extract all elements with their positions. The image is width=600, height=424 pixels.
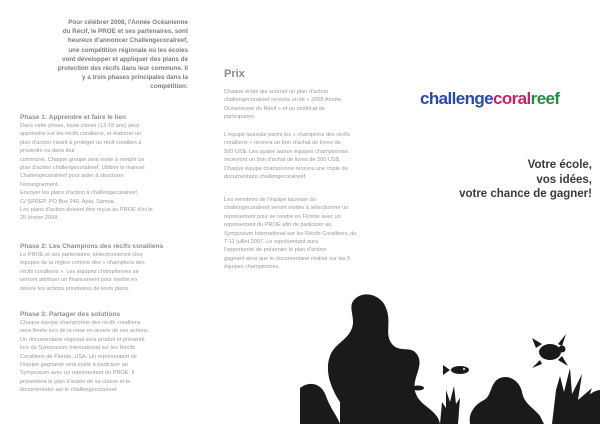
phase-2-section [20, 242, 188, 293]
tagline [402, 158, 592, 202]
logo-part-reef: reef [530, 89, 560, 108]
challengecoralreef-logo [420, 89, 559, 109]
intro-line: du Récif, le PROE et ses partenaires, sont [62, 28, 188, 36]
intro-line: y a trois phases principales dans la [81, 74, 188, 82]
phase-1-text: Dans cette phase, toute classe (13-18 ans) peut apprendre sur les récifs coralliens, et élaborer un plan d'action visant à protéger un récif corallien à proximité ou dans leur commune. Chaque groupe sera invité à remplir un plan d'action challengecoralreef. Utiliser le manuel Challengecoralreef pour aider à structurer l'enseignement. Envoyer les plans d'action à challengecoralreef, C/-SPREP, PO Box 240, Apia, Samoa. Les plans d'action doivent être reçus au PROE d'ici le 25 février 2008. [20, 123, 153, 222]
coral-branch-right [470, 377, 544, 424]
phase-3-title: Phase 3: Partager des solutions [20, 311, 121, 318]
intro-line: heureux d'annoncer Challengecoralreef, [67, 37, 188, 45]
turtle-head [559, 346, 566, 353]
phase-1-title: Phase 1: Apprendre et faire le lien [20, 114, 127, 121]
intro-line: compétition: [150, 83, 188, 91]
phase-3-text: Chaque équipe championne des récifs coralliens sera filmée lors de la mise en œuvre de ses actions. Un documentaire régional sera produit et présenté lors du Symposium International sur les Récifs Coralliens de Floride, USA. Un représentant de l'équipe gagnante sera invité à participer au Symposium avec un représentant du PROE. Il présentera le plan d'action de sa classe et le documentaire sur le challengecoralreef. [20, 320, 150, 394]
tagline-line: Votre école, [527, 159, 592, 171]
prix-paragraph: Les membres de l'équipe lauréate du challengecoralreef seront invités à sélectionner un représentant pour se rendre en Floride avec un représentant du PROE afin de participer au Symposium International sur les Récifs Coralliens, du 7-11 juillet 2007. Le représentant aura l'opportunité de présenter le plan d'action gagnant ainsi que le documentaire réalisé sur les 5 équipes championnes. [224, 197, 357, 271]
prix-paragraph: L'équipe lauréate parmi les « champions des récifs coralliens » recevra un bon d'achat de livres de 500 US$. Les quatre autres équipes championnes recevront un bon d'achat de livres de 200 US$. Chaque équipe championne recevra une copie du documentaire challengecoralreef. [224, 132, 350, 181]
fish-tail [443, 365, 450, 375]
logo-part-coral: coral [493, 89, 531, 108]
phase-2-title: Phase 2: Les Champions des récifs coralliens [20, 243, 164, 250]
prix-heading: Prix [224, 68, 245, 80]
phase-3-section [20, 310, 188, 395]
tagline-line: votre chance de gagner! [459, 188, 592, 200]
turtle-icon [539, 344, 561, 360]
left-column [20, 0, 188, 424]
coral-reef-illustration [300, 272, 600, 424]
logo-part-challenge: challenge [420, 89, 494, 108]
tagline-line: vos idées, [536, 173, 592, 186]
coral-mass-left [328, 294, 440, 424]
fish-icon [451, 366, 469, 374]
intro-line: Pour célébrer 2008, l'Année Océanienne [68, 19, 188, 26]
small-fish-icon [412, 386, 424, 391]
prix-paragraph: Chaque école qui soumet un plan d'action challengecoralreef recevra un kit « 2008 Année Océanienne du Récif » et un certificat de participation. [224, 89, 341, 121]
phase-2-text: Le PROE et ses partenaires, sélectionneront cinq équipes de la région comme des « champions des récifs coralliens ». Les équipes championnes se verront attribuer un financement pour mettre en œuvre les actions prioritaires de leurs plans. [20, 252, 145, 292]
fish-eye [463, 368, 465, 370]
sea-plant [440, 386, 460, 424]
intro-paragraph [20, 18, 188, 92]
intro-line: une compétition régionale où les écoles [68, 46, 188, 54]
phase-1-section [20, 113, 188, 223]
intro-line: protection des récifs dans leur commune. Il [57, 65, 188, 73]
intro-line: vont développer et appliquer des plans de [62, 55, 188, 63]
